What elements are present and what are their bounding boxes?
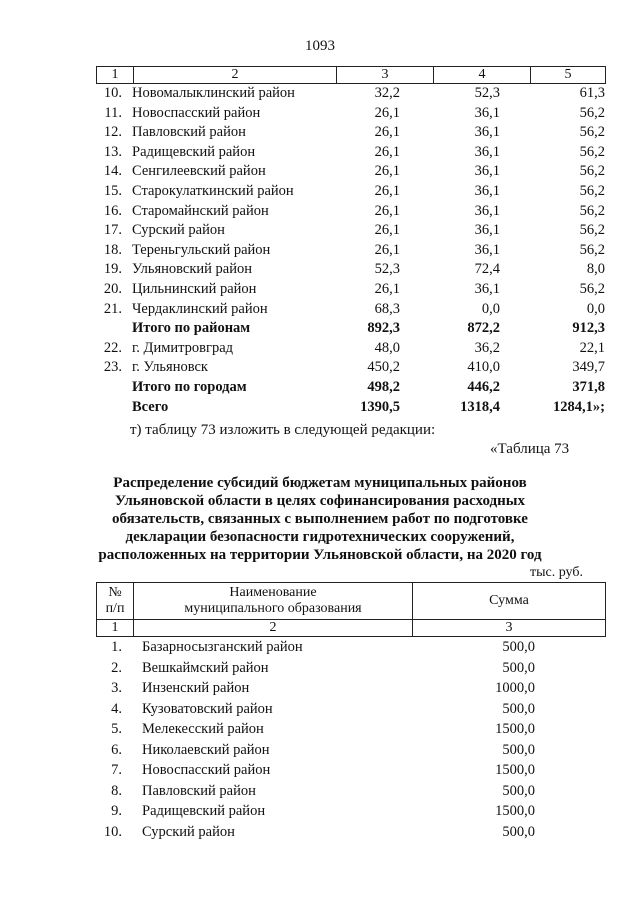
- row-name: Цильнинский район: [132, 281, 257, 297]
- row-value-col5: 56,2: [579, 143, 605, 160]
- row-value-col5: 56,2: [579, 222, 605, 239]
- row-name: Вешкаймский район: [142, 659, 269, 676]
- row-number: 1.: [111, 639, 122, 655]
- row-value-col5: 56,2: [579, 241, 605, 258]
- row-number: 14.: [103, 163, 122, 180]
- row-value-col4: 72,4: [474, 261, 500, 278]
- table-label: «Таблица 73: [490, 441, 570, 457]
- row-value-col3: 52,3: [374, 261, 400, 278]
- row-value-col3: 892,3: [367, 320, 400, 337]
- table2-header-sum: Сумма: [412, 582, 606, 620]
- row-sum: 1500,0: [495, 721, 535, 737]
- row-value-col3: 26,1: [374, 222, 400, 239]
- row-number: 2.: [111, 659, 122, 676]
- row-value-col5: 56,2: [579, 183, 605, 199]
- row-name: Радищевский район: [142, 803, 266, 819]
- table1-header-col2: 2: [133, 66, 337, 84]
- row-number: 18.: [103, 241, 122, 258]
- row-value-col3: 26,1: [374, 183, 400, 199]
- title-line: расположенных на территории Ульяновской области, на 2020 год: [98, 547, 542, 563]
- row-number: 19.: [103, 261, 122, 278]
- table-row: [0, 699, 640, 719]
- row-sum: 500,0: [502, 700, 535, 717]
- row-number: 5.: [111, 721, 122, 737]
- table-row: [0, 143, 640, 162]
- table-row: [0, 719, 640, 739]
- row-name: Всего: [132, 398, 169, 415]
- row-number: 10.: [103, 823, 122, 840]
- row-value-col4: 36,1: [474, 241, 500, 258]
- row-name: Николаевский район: [142, 741, 270, 758]
- table-row: [0, 760, 640, 780]
- row-value-col4: 1318,4: [460, 398, 500, 415]
- row-sum: 1500,0: [495, 762, 535, 778]
- row-value-col5: 56,2: [579, 281, 605, 297]
- row-value-col3: 26,1: [374, 124, 400, 141]
- table2-title: [60, 474, 580, 564]
- table1-header-col1: 1: [96, 66, 134, 84]
- title-line: декларации безопасности гидротехнических сооружений,: [125, 529, 515, 545]
- row-sum: 500,0: [502, 823, 535, 840]
- row-value-col3: 68,3: [374, 300, 400, 317]
- row-name: Старокулаткинский район: [132, 183, 294, 199]
- title-line: Ульяновской области в целях софинансирования расходных: [115, 493, 525, 509]
- table2-colnum-2: 2: [133, 619, 413, 637]
- row-name: Новоспасский район: [142, 762, 271, 778]
- row-number: 20.: [103, 281, 122, 297]
- row-value-col4: 36,1: [474, 143, 500, 160]
- table-row: [0, 241, 640, 260]
- row-value-col5: 8,0: [586, 261, 605, 278]
- row-value-col4: 36,1: [474, 104, 500, 121]
- table-row: [0, 801, 640, 821]
- table-row: [0, 378, 640, 397]
- row-value-col5: 1284,1»;: [553, 398, 605, 415]
- row-sum: 500,0: [502, 782, 535, 799]
- row-value-col4: 36,1: [474, 124, 500, 141]
- table-row: [0, 358, 640, 377]
- row-value-col4: 872,2: [467, 320, 500, 337]
- table-row: [0, 104, 640, 123]
- row-number: 10.: [103, 85, 122, 101]
- row-number: 12.: [103, 124, 122, 141]
- row-name: Базарносызганский район: [142, 639, 303, 655]
- row-name: Инзенский район: [142, 680, 250, 696]
- row-value-col4: 36,1: [474, 281, 500, 297]
- table-row: [0, 202, 640, 221]
- row-value-col3: 450,2: [367, 359, 400, 376]
- row-name: Итого по районам: [132, 320, 251, 337]
- row-number: 11.: [104, 104, 122, 121]
- table1-header-col3: 3: [336, 66, 434, 84]
- title-line: обязательств, связанных с выполнением работ по подготовке: [112, 511, 528, 527]
- row-name: Сурский район: [142, 823, 235, 840]
- row-name: г. Димитровград: [132, 339, 234, 356]
- table-row: [0, 822, 640, 842]
- row-value-col4: 446,2: [467, 379, 500, 395]
- row-value-col4: 36,1: [474, 222, 500, 239]
- row-value-col3: 26,1: [374, 281, 400, 297]
- row-value-col4: 0,0: [481, 300, 500, 317]
- row-name: Сурский район: [132, 222, 225, 239]
- row-sum: 500,0: [502, 639, 535, 655]
- row-value-col4: 36,1: [474, 202, 500, 219]
- table2-colnum-1: 1: [96, 619, 134, 637]
- table-row: [0, 123, 640, 142]
- table-row: [0, 658, 640, 678]
- row-name: Чердаклинский район: [132, 300, 268, 317]
- row-number: 16.: [103, 202, 122, 219]
- row-name: Старомайнский район: [132, 202, 269, 219]
- row-sum: 1000,0: [495, 680, 535, 696]
- row-number: 9.: [111, 803, 122, 819]
- row-value-col5: 56,2: [579, 163, 605, 180]
- row-value-col3: 32,2: [374, 85, 400, 101]
- table2-header-name: Наименование муниципального образования: [133, 582, 413, 620]
- table-row: [0, 84, 640, 103]
- row-value-col4: 36,1: [474, 183, 500, 199]
- table-row: [0, 260, 640, 279]
- row-value-col3: 48,0: [374, 339, 400, 356]
- row-value-col4: 36,2: [474, 339, 500, 356]
- row-value-col5: 0,0: [586, 300, 605, 317]
- row-value-col3: 26,1: [374, 202, 400, 219]
- row-number: 8.: [111, 782, 122, 799]
- amendment-note: т) таблицу 73 изложить в следующей редакции:: [130, 422, 436, 438]
- row-value-col5: 61,3: [579, 85, 605, 101]
- table-row: [0, 182, 640, 201]
- table-row: [0, 221, 640, 240]
- unit-label: тыс. руб.: [530, 565, 583, 580]
- row-name: Радищевский район: [132, 143, 256, 160]
- table1-header-col4: 4: [433, 66, 531, 84]
- row-number: 17.: [103, 222, 122, 239]
- page-number: 1093: [305, 38, 335, 54]
- table-row: [0, 162, 640, 181]
- row-number: 6.: [111, 741, 122, 758]
- row-name: Новоспасский район: [132, 104, 261, 121]
- title-line: Распределение субсидий бюджетам муниципальных районов: [113, 475, 527, 491]
- table-row: [0, 339, 640, 358]
- row-value-col3: 26,1: [374, 241, 400, 258]
- table2-colnum-3: 3: [412, 619, 606, 637]
- row-name: Павловский район: [132, 124, 246, 141]
- row-value-col4: 36,1: [474, 163, 500, 180]
- table-row: [0, 678, 640, 698]
- row-value-col5: 912,3: [572, 320, 605, 337]
- table-row: [0, 781, 640, 801]
- row-sum: 1500,0: [495, 803, 535, 819]
- row-name: Сенгилеевский район: [132, 163, 266, 180]
- row-value-col3: 26,1: [374, 104, 400, 121]
- table-row: [0, 398, 640, 417]
- table-row: [0, 300, 640, 319]
- row-name: Кузоватовский район: [142, 700, 273, 717]
- table2-header-num: № п/п: [96, 582, 134, 620]
- row-value-col3: 26,1: [374, 143, 400, 160]
- table1-header-col5: 5: [530, 66, 606, 84]
- row-value-col5: 56,2: [579, 202, 605, 219]
- row-number: 15.: [103, 183, 122, 199]
- row-value-col3: 498,2: [367, 379, 400, 395]
- row-value-col3: 1390,5: [360, 398, 400, 415]
- row-number: 13.: [103, 143, 122, 160]
- row-number: 21.: [103, 300, 122, 317]
- row-sum: 500,0: [502, 659, 535, 676]
- row-value-col4: 52,3: [474, 85, 500, 101]
- row-value-col5: 56,2: [579, 124, 605, 141]
- row-name: Ульяновский район: [132, 261, 253, 278]
- table-row: [0, 740, 640, 760]
- row-name: Новомалыклинский район: [132, 85, 295, 101]
- row-value-col5: 371,8: [572, 379, 605, 395]
- row-name: Тереньгульский район: [132, 241, 271, 258]
- row-value-col3: 26,1: [374, 163, 400, 180]
- row-number: 22.: [103, 339, 122, 356]
- row-value-col5: 56,2: [579, 104, 605, 121]
- row-name: Итого по городам: [132, 379, 247, 395]
- row-name: Павловский район: [142, 782, 256, 799]
- row-value-col5: 22,1: [579, 339, 605, 356]
- row-name: Мелекесский район: [142, 721, 264, 737]
- table-row: [0, 637, 640, 657]
- row-number: 7.: [111, 762, 122, 778]
- row-number: 3.: [111, 680, 122, 696]
- table-row: [0, 280, 640, 299]
- row-number: 4.: [111, 700, 122, 717]
- row-value-col4: 410,0: [467, 359, 500, 376]
- row-name: г. Ульяновск: [132, 359, 208, 376]
- row-value-col5: 349,7: [572, 359, 605, 376]
- row-number: 23.: [103, 359, 122, 376]
- row-sum: 500,0: [502, 741, 535, 758]
- table-row: [0, 319, 640, 338]
